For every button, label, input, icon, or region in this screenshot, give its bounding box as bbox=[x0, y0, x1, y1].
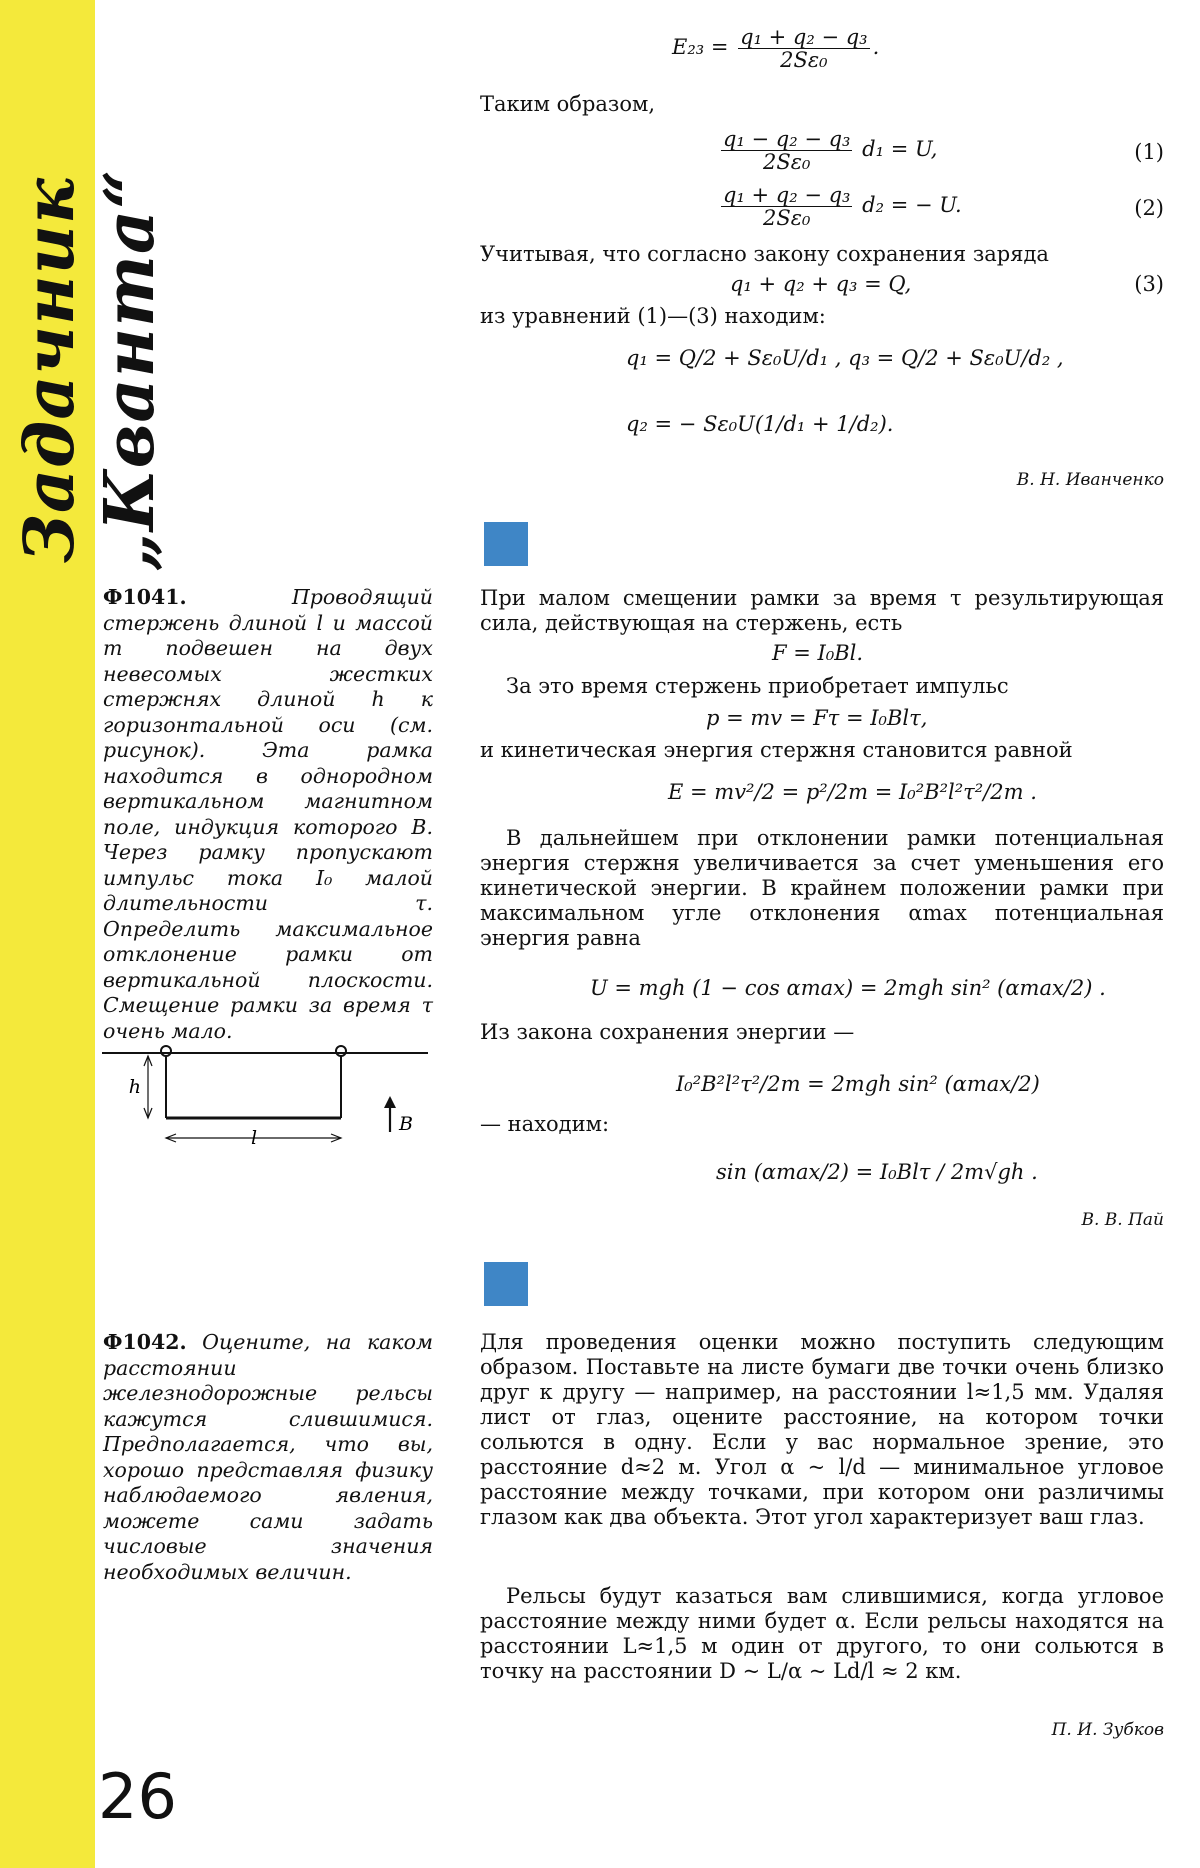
equation-conservation: I₀²B²l²τ²/2m = 2mgh sin² (αmax/2) bbox=[676, 1072, 1040, 1096]
author-ivanchenko: В. Н. Иванченко bbox=[1016, 470, 1164, 490]
author-zubkov: П. И. Зубков bbox=[1051, 1720, 1164, 1740]
problem-1042 bbox=[103, 1330, 433, 1585]
problem-text: Оцените, на каком расстоянии железнодорожные рельсы кажутся слившимися. Предполагается, что вы, хорошо представляя физику наблюдаемого явления, можете сами задать числовые значения необходимых величин. bbox=[103, 1330, 433, 1584]
problem-label: Ф1041. bbox=[103, 585, 187, 609]
equation-momentum: p = mv = Fτ = I₀Blτ, bbox=[706, 706, 928, 730]
section-title: Задачник „Кванта“ bbox=[10, 168, 170, 572]
equation-energy: E = mv²/2 = p²/2m = I₀²B²l²τ²/2m . bbox=[668, 780, 1037, 804]
solution-1041-p6: — находим: bbox=[480, 1112, 610, 1136]
equation-2: $\frac{\text{q₁ + q₂ − q₃}}{\text{2Sε₀}}$ d₂ = − U. (2) bbox=[723, 183, 1164, 230]
equation-3: q₁ + q₂ + q₃ = Q, (3) bbox=[730, 272, 1164, 296]
solution-marker bbox=[484, 1262, 528, 1306]
equation-force: F = I₀Bl. bbox=[772, 641, 864, 665]
solution-1042-p2: Рельсы будут казаться вам слившимися, когда угловое расстояние между ними будет α. Если рельсы находятся на расстоянии L≈1,5 м один от другого, то они сольются в точку на расстоянии D ~ L/α ~ Ld/l ≈ 2 км. bbox=[480, 1584, 1164, 1683]
author-pai: В. В. Пай bbox=[1081, 1210, 1164, 1230]
solution-1041-p1: При малом смещении рамки за время τ результирующая сила, действующая на стержень, есть bbox=[480, 586, 1164, 635]
equation-potential: U = mgh (1 − cos αmax) = 2mgh sin² (αmax/2) . bbox=[590, 976, 1106, 1000]
result-q1-q3: q₁ = Q/2 + Sε₀U/d₁ , q₃ = Q/2 + Sε₀U/d₂ , bbox=[626, 346, 1064, 370]
figure-b-label: B bbox=[399, 1113, 413, 1135]
solution-1041-p4: В дальнейшем при отклонении рамки потенциальная энергия стержня увеличивается за счет уменьшения его кинетической энергии. В крайнем положении рамки при максимальном угле отклонения αmax потенциальная энергия равна bbox=[480, 826, 1164, 950]
solution-1042-p1: Для проведения оценки можно поступить следующим образом. Поставьте на листе бумаги две точки очень близко друг к другу — например, на расстоянии l≈1,5 мм. Удаляя лист от глаз, оцените расстояние, на котором точки сольются в одну. Если у вас нормальное зрение, это расстояние d≈2 м. Угол α ~ l/d — минимальное угловое расстояние между точками, при котором они различимы глазом как два объекта. Этот угол характеризует ваш глаз. bbox=[480, 1330, 1164, 1529]
equation-e23: E₂₃ = $\frac{\text{q₁ + q₂ − q₃}}{\text{2Sε₀}}$ . bbox=[672, 25, 880, 72]
charge-text: Учитывая, что согласно закону сохранения заряда bbox=[480, 242, 1049, 266]
frame-figure bbox=[100, 1040, 440, 1150]
solution-1041-p3: и кинетическая энергия стержня становится равной bbox=[480, 738, 1073, 762]
figure-l-label: l bbox=[250, 1127, 258, 1149]
intro-text: Таким образом, bbox=[480, 92, 656, 116]
solution-marker bbox=[484, 522, 528, 566]
solution-1041-p2: За это время стержень приобретает импульс bbox=[506, 674, 1009, 698]
page-number: 26 bbox=[98, 1760, 177, 1833]
find-text: из уравнений (1)—(3) находим: bbox=[480, 304, 826, 328]
equation-result: sin (αmax/2) = I₀Blτ / 2m√gh . bbox=[716, 1160, 1038, 1184]
problem-text: Проводящий стержень длиной l и массой m подвешен на двух невесомых жестких стержнях длиной h к горизонтальной оси (см. рисунок). Эта рамка находится в однородном вертикальном магнитном поле, индукция которого B. Через рамку пропускают импульс тока I₀ малой длительности τ. Определить максимальное отклонение рамки от вертикальной плоскости. Смещение рамки за время τ очень мало. bbox=[103, 585, 433, 1043]
result-q2: q₂ = − Sε₀U(1/d₁ + 1/d₂). bbox=[626, 412, 894, 436]
problem-label: Ф1042. bbox=[103, 1330, 187, 1354]
problem-1041 bbox=[103, 585, 433, 1044]
figure-h-label: h bbox=[128, 1076, 141, 1098]
equation-1: $\frac{\text{q₁ − q₂ − q₃}}{\text{2Sε₀}}$ d₁ = U, (1) bbox=[723, 127, 1164, 174]
solution-1041-p5: Из закона сохранения энергии — bbox=[480, 1020, 855, 1044]
